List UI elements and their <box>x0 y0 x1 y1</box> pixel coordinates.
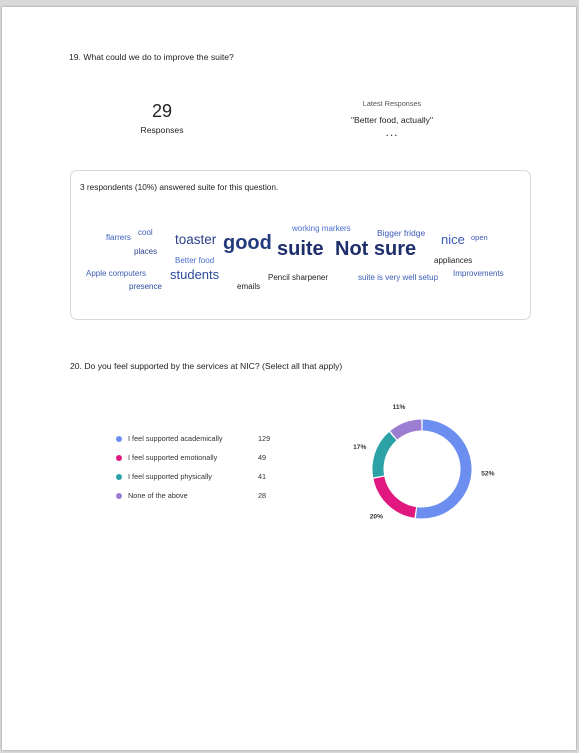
legend-label: I feel supported physically <box>128 472 212 481</box>
cloud-word: open <box>471 233 488 242</box>
legend-count: 49 <box>258 453 267 462</box>
latest-response-text: "Better food, actually" <box>350 115 434 125</box>
legend-marker <box>116 493 122 499</box>
cloud-word: Pencil sharpener <box>268 273 329 282</box>
cloud-word: Not sure <box>335 238 417 260</box>
slice-percent-label: 52% <box>481 470 495 478</box>
cloud-word: nice <box>441 232 465 247</box>
legend-item <box>116 490 286 509</box>
legend-marker <box>116 436 122 442</box>
cloud-word: Bigger fridge <box>377 228 426 238</box>
legend-item <box>116 433 286 452</box>
cloud-word: presence <box>129 282 162 291</box>
legend-item <box>116 471 286 490</box>
word-cloud-header: 3 respondents (10%) answered suite for this question. <box>80 182 279 192</box>
cloud-word: good <box>223 232 272 254</box>
donut-slice <box>378 436 393 476</box>
legend-count: 41 <box>258 472 267 481</box>
cloud-word: places <box>134 247 158 256</box>
report-page <box>2 7 576 750</box>
legend-count: 28 <box>258 491 267 500</box>
cloud-word: Apple computers <box>86 269 147 278</box>
cloud-word: flarrers <box>106 233 131 242</box>
legend-count: 129 <box>258 434 271 443</box>
donut-chart <box>342 397 512 537</box>
chart-legend <box>116 433 286 509</box>
legend-label: I feel supported emotionally <box>128 453 218 462</box>
legend-marker <box>116 455 122 461</box>
legend-label: None of the above <box>128 491 188 500</box>
cloud-word: working markers <box>292 224 351 233</box>
word-cloud-panel <box>70 170 531 320</box>
question-20-title: 20. Do you feel supported by the services at NIC? (Select all that apply) <box>70 361 343 371</box>
slice-percent-label: 20% <box>369 513 383 521</box>
slice-percent-label: 17% <box>353 444 367 452</box>
cloud-word: suite is very well setup <box>358 273 439 282</box>
responses-count: 29 <box>151 101 173 121</box>
donut-slice <box>379 478 415 513</box>
cloud-word: Better food <box>175 256 215 265</box>
more-responses-button[interactable]: ... <box>385 125 399 139</box>
cloud-word: toaster <box>175 232 217 247</box>
cloud-word: students <box>170 267 220 282</box>
responses-label: Responses <box>140 125 184 135</box>
cloud-word: Improvements <box>453 269 504 278</box>
cloud-word: suite <box>277 238 324 260</box>
donut-slice <box>394 425 422 435</box>
donut-slice <box>417 425 466 513</box>
cloud-word: appliances <box>434 256 473 265</box>
cloud-word: cool <box>138 228 153 237</box>
question-19-title: 19. What could we do to improve the suite? <box>69 52 234 62</box>
legend-item <box>116 452 286 471</box>
cloud-word: emails <box>237 282 261 291</box>
slice-percent-label: 11% <box>392 404 406 412</box>
latest-responses-label: Latest Responses <box>362 99 422 108</box>
legend-label: I feel supported academically <box>128 434 223 443</box>
legend-marker <box>116 474 122 480</box>
